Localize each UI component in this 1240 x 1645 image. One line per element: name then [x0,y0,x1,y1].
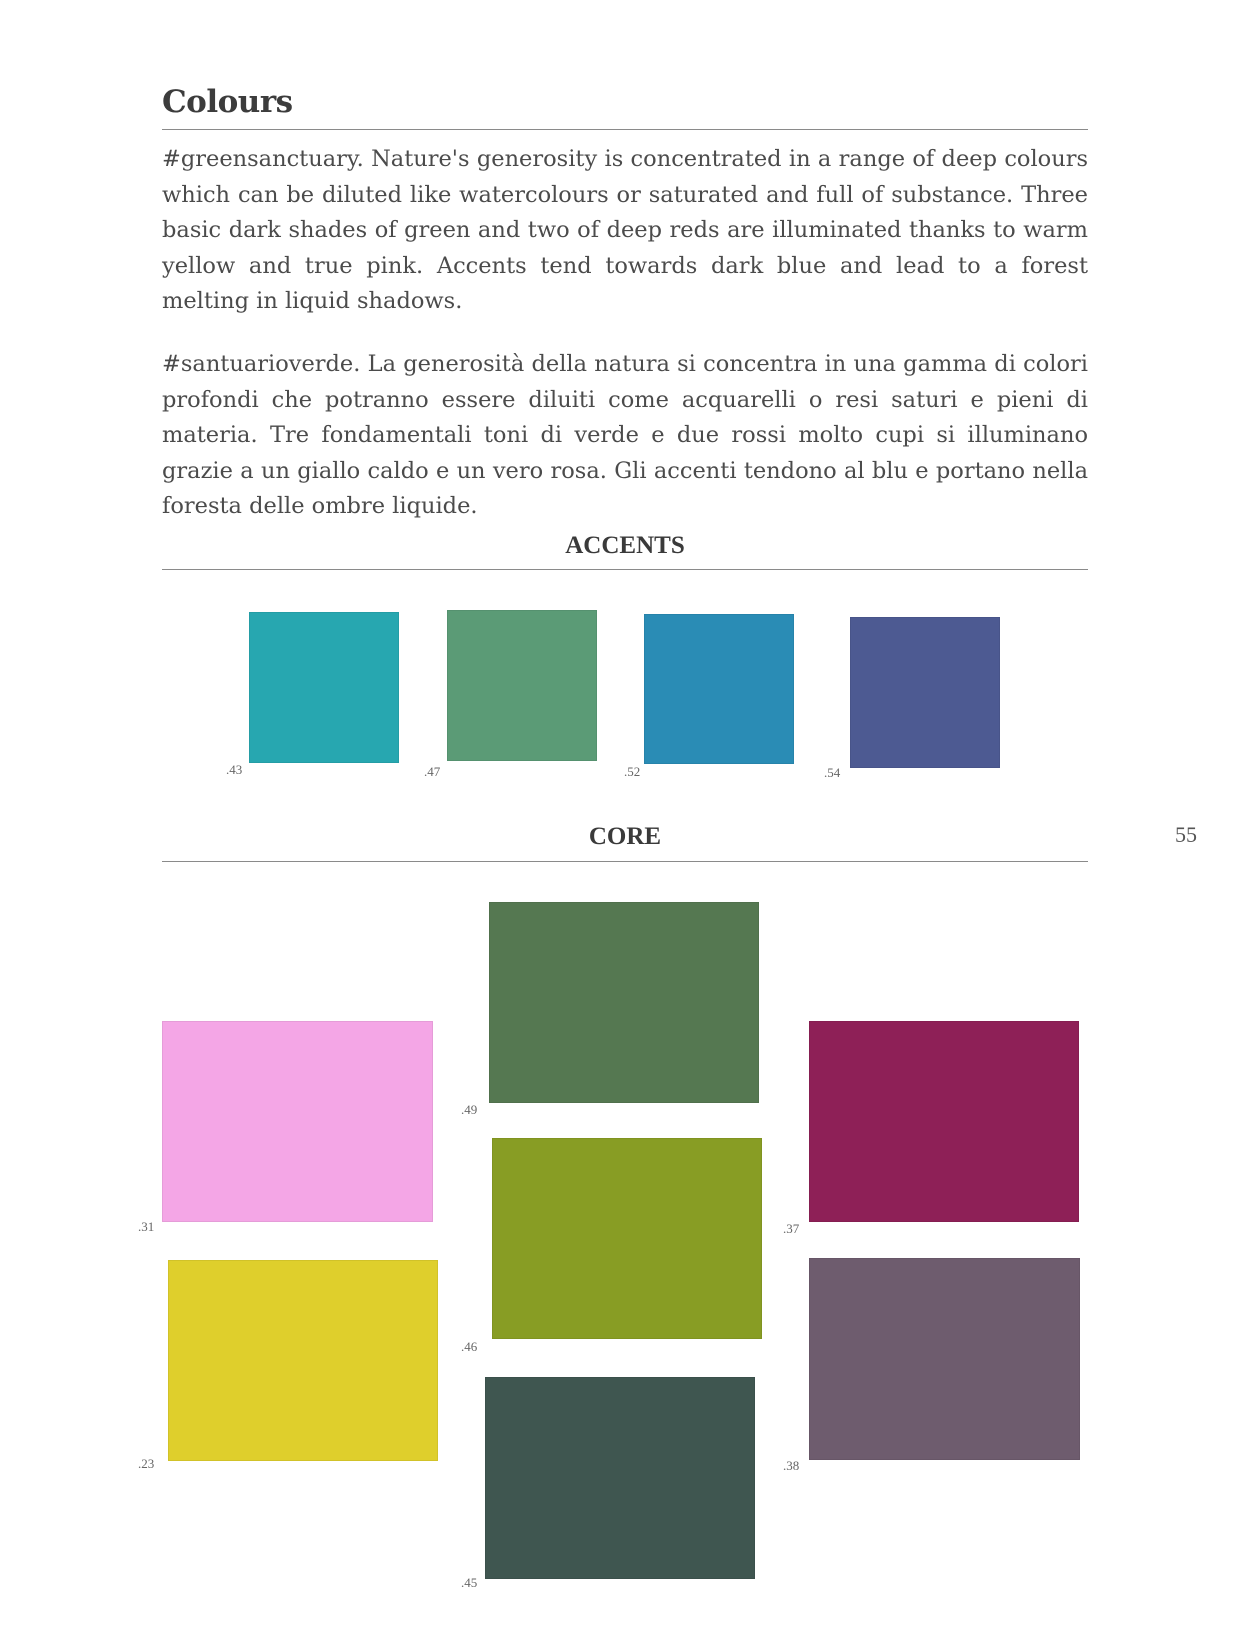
core-swatch-code: .45 [461,1575,478,1590]
page-title: Colours [162,84,293,120]
core-swatch-code: .37 [783,1221,800,1236]
accent-swatch-52 [644,614,794,764]
accent-swatch-47 [447,610,597,761]
accent-swatch-code: .47 [424,764,441,779]
accent-swatch-code: .54 [824,765,841,780]
core-divider [162,861,1088,862]
core-swatch-46 [492,1138,762,1339]
core-swatch-23 [168,1260,438,1461]
core-swatch-37 [809,1021,1079,1222]
accent-swatch-code: .52 [624,764,641,779]
italian-paragraph: #santuarioverde. La generosità della natura si concentra in una gamma di colori profondi che potranno essere diluiti come acquarelli o resi saturi e pieni di materia. Tre fondamentali toni di verde e due rossi molto cupi si illuminano grazie a un giallo caldo e un vero rosa. Gli accenti tendono al blu e portano nella foresta delle ombre liquide. [162,351,1088,519]
core-swatch-31 [162,1021,433,1222]
accent-swatch-54 [850,617,1000,768]
core-swatch-code: .49 [461,1102,478,1117]
accent-swatch-43 [249,612,399,763]
accent-swatch-code: .43 [226,762,243,777]
core-swatch-code: .38 [783,1458,800,1473]
accents-heading: ACCENTS [565,532,685,559]
title-divider [162,129,1088,130]
accents-divider [162,569,1088,570]
page-number: 55 [1175,822,1197,847]
core-swatch-code: .46 [461,1339,478,1354]
english-paragraph: #greensanctuary. Nature's generosity is concentrated in a range of deep colours which can be diluted like watercolours or saturated and full of substance. Three basic dark shades of green and two of deep reds are illuminated thanks to warm yellow and true pink. Accents tend towards dark blue and lead to a forest melting in liquid shadows. [162,146,1088,314]
core-swatch-code: .23 [138,1456,155,1471]
core-swatch-code: .31 [138,1219,155,1234]
core-swatch-49 [489,902,759,1103]
core-heading: CORE [588,823,662,850]
core-swatch-45 [485,1377,755,1579]
core-swatch-38 [809,1258,1080,1460]
